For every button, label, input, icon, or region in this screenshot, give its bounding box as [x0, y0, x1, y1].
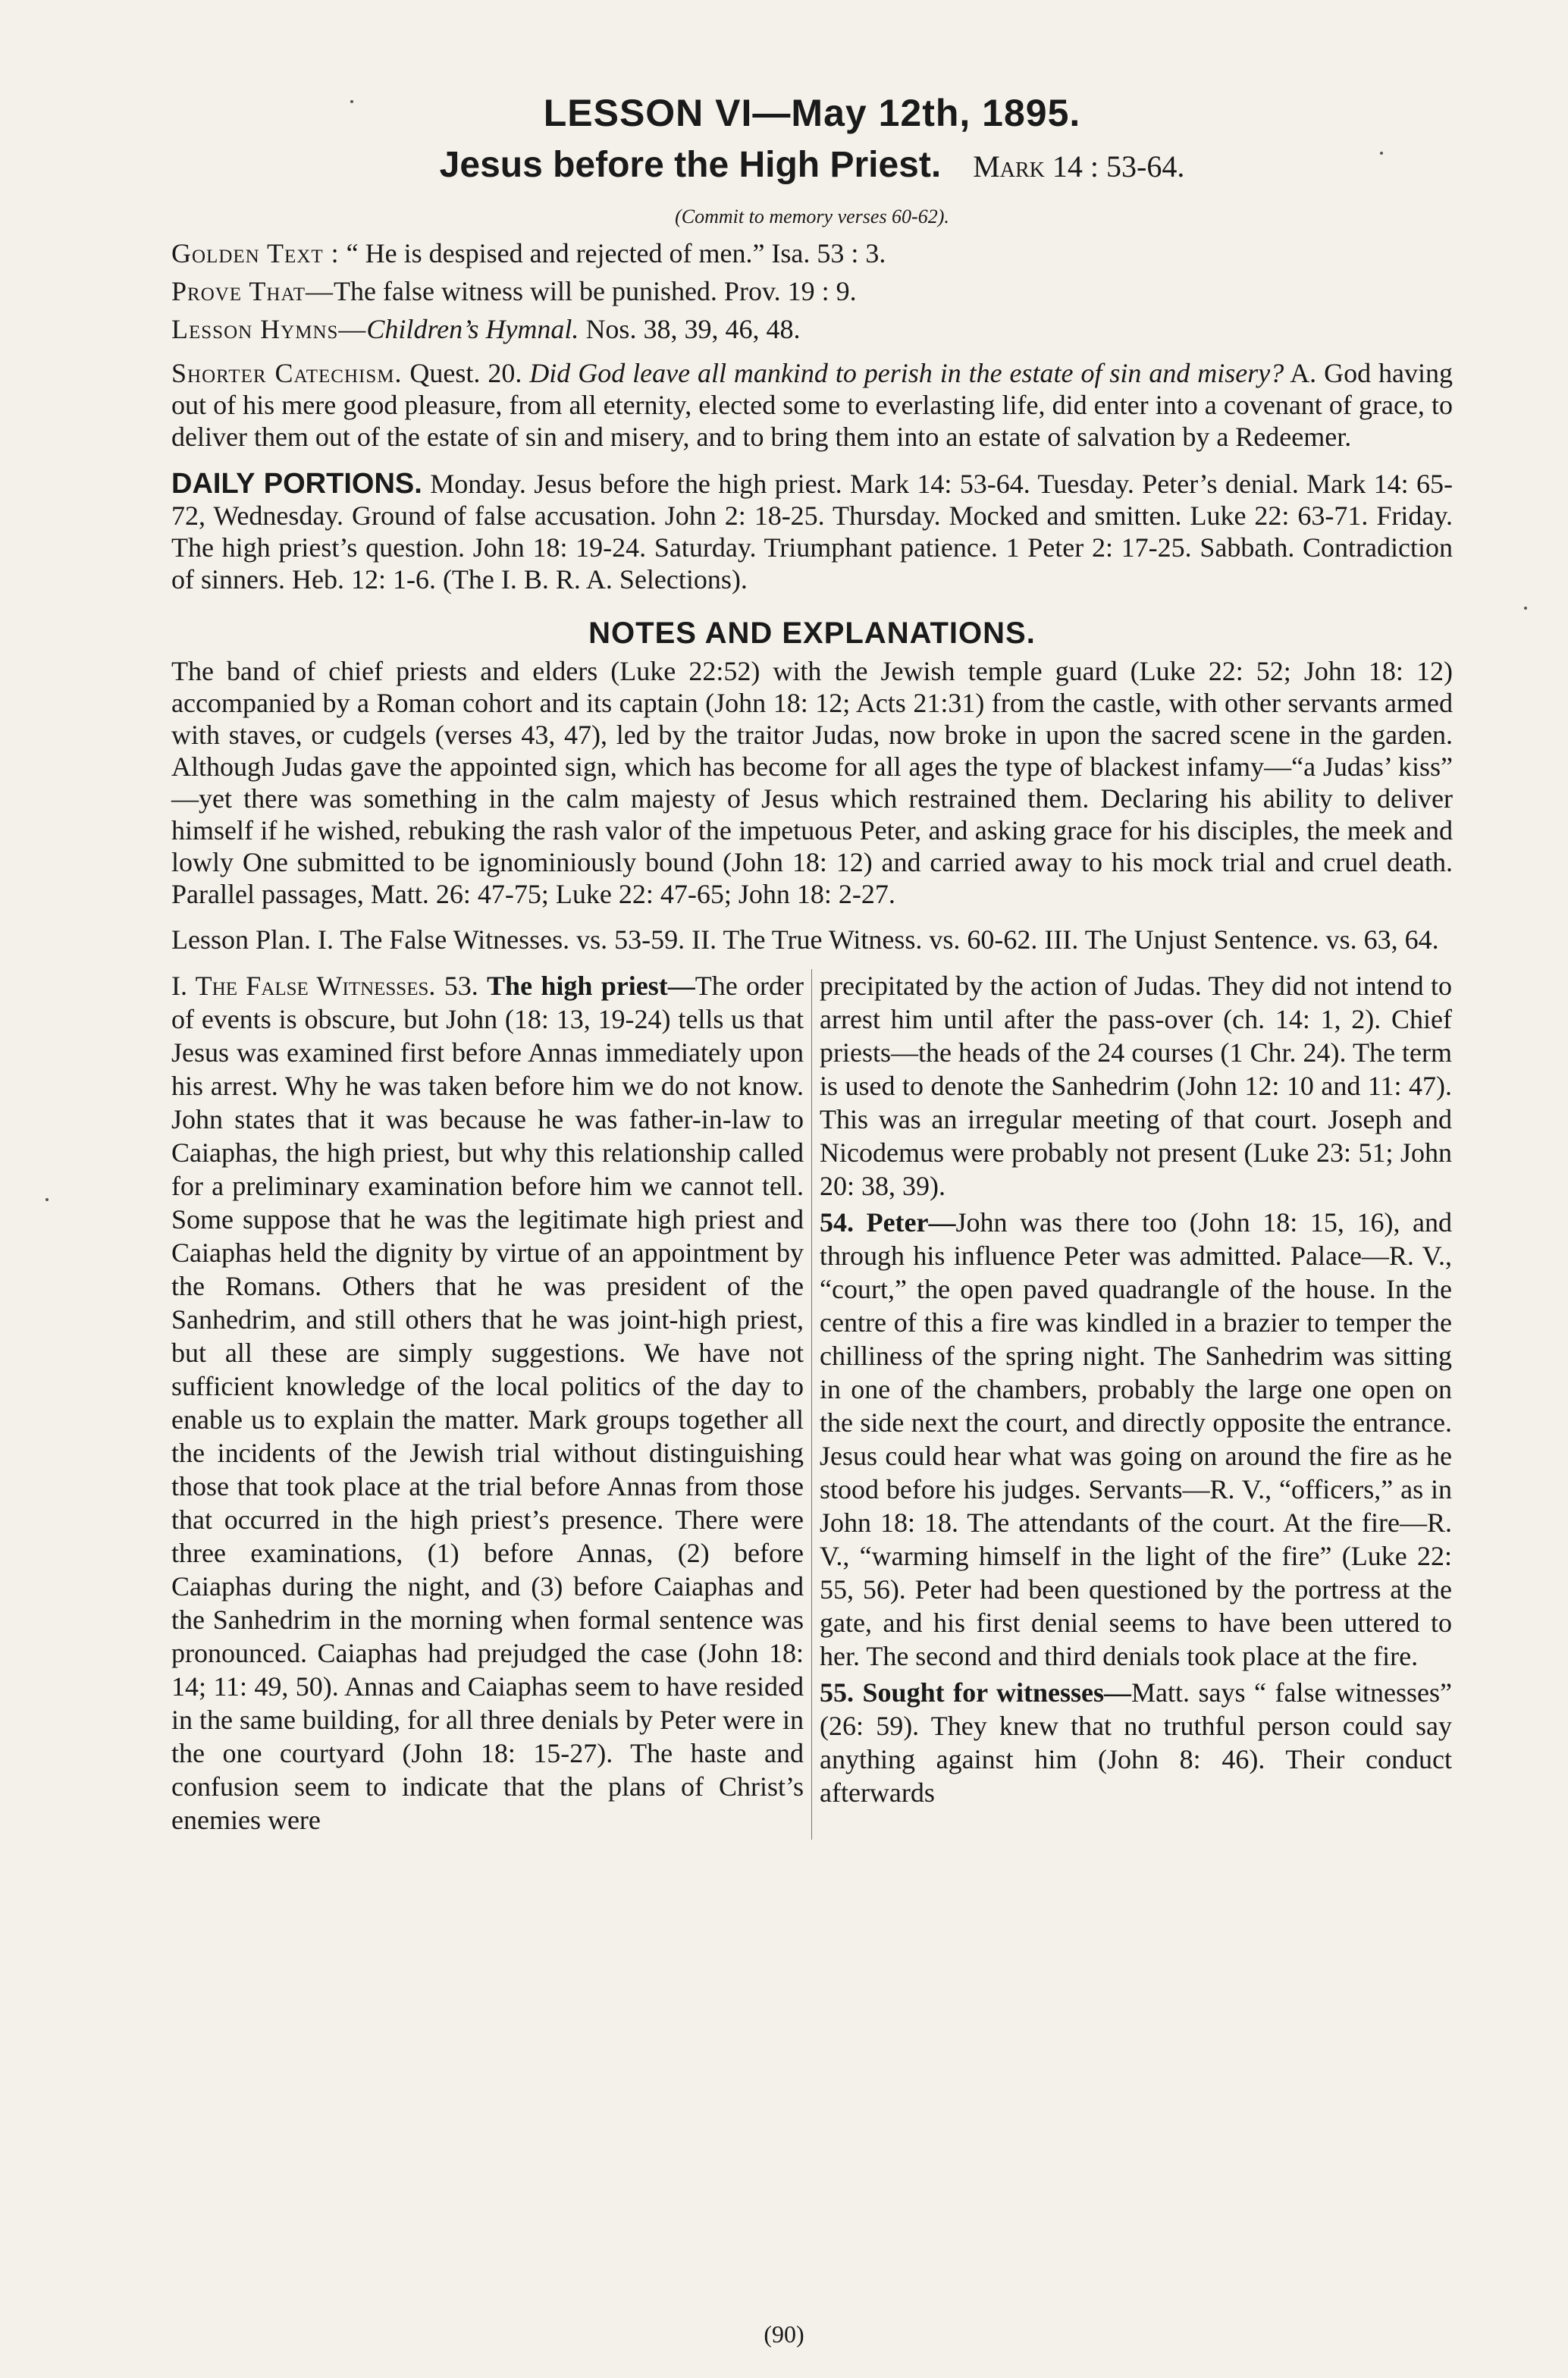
note-53 — [171, 969, 804, 1837]
catechism-answer: A. God having out of his mere good pleasure, from all eternity, elected some to everlasting life, did enter into a covenant of grace, to deliver them out of the estate of sin and misery, and to bring them into an estate of salvation by a Redeemer. — [171, 358, 1454, 452]
note-53-term: The high priest— — [487, 971, 695, 1001]
print-speck — [1380, 152, 1383, 155]
left-column — [171, 969, 811, 1840]
catechism-label: Shorter Catechism. — [171, 358, 403, 388]
prove-that-body: The false witness will be punished. Prov. 19 : 9. — [334, 276, 857, 306]
shorter-catechism — [171, 357, 1453, 453]
golden-text — [171, 234, 1453, 272]
page — [171, 91, 1453, 1840]
lesson-hymns-label: Lesson Hymns— — [171, 314, 367, 344]
note-55 — [820, 1676, 1452, 1809]
catechism-question: Did God leave all mankind to perish in the estate of sin and misery? — [529, 358, 1284, 388]
note-54 — [820, 1206, 1452, 1673]
golden-text-label: Golden Text : — [171, 238, 340, 268]
print-speck — [1524, 607, 1527, 610]
print-speck — [350, 100, 353, 103]
note-53-lead: I. The False Witnesses. 53. — [171, 971, 478, 1001]
prove-that — [171, 272, 1453, 310]
note-55-lead: 55. Sought for witnesses— — [820, 1677, 1131, 1708]
lesson-hymns — [171, 310, 1453, 348]
daily-portions-text: Monday. Jesus before the high priest. Mark 14: 53-64. Tuesday. Peter’s denial. Mark 14: 65-72, Wednesday. Ground of false accusation. John 2: 18-25. Thursday. Mocked and smitten. Luke 22: 63-71. Friday. The high priest’s question. John 18: 19-24. Saturday. Triumphant patience. 1 Peter 2: 17-25. Sabbath. Contradiction of sinners. Heb. 12: 1-6. (The I. B. R. A. Selections). — [171, 469, 1454, 594]
prove-that-label: Prove That— — [171, 276, 334, 306]
note-54-lead: 54. Peter— — [820, 1207, 956, 1238]
commit-note: (Commit to memory verses 60-62). — [675, 205, 949, 227]
lesson-plan: Lesson Plan. I. The False Witnesses. vs. 53-59. II. The True Witness. vs. 60-62. III. The Unjust Sentence. vs. 63, 64. — [171, 924, 1439, 955]
lesson-hymns-numbers: Nos. 38, 39, 46, 48. — [585, 314, 801, 344]
right-column — [811, 969, 1452, 1840]
subtitle-reference: Mark 14 : 53-64. — [973, 149, 1185, 184]
lesson-title: LESSON VI—May 12th, 1895. — [543, 92, 1081, 134]
lesson-hymns-source: Children’s Hymnal. — [366, 314, 579, 344]
page-number: (90) — [764, 2320, 804, 2348]
catechism-quest: Quest. 20. — [409, 358, 522, 388]
print-speck — [45, 1198, 49, 1201]
note-53-continued: precipitated by the action of Judas. They did not intend to arrest him until after the pass-over (ch. 14: 1, 2). Chief priests—the heads of the 24 courses (1 Chr. 24). The term is used to denote the Sanhedrim (John 12: 10 and 11: 47). This was an irregular meeting of that court. Joseph and Nicodemus were probably not present (Luke 23: 51; John 20: 38, 39). — [820, 971, 1452, 1201]
daily-portions — [171, 468, 1453, 595]
subtitle-main: Jesus before the High Priest. — [439, 145, 942, 185]
notes-heading: NOTES AND EXPLANATIONS. — [588, 616, 1036, 650]
daily-portions-heading: DAILY PORTIONS. — [171, 468, 422, 500]
note-54-body: John was there too (John 18: 15, 16), and through his influence Peter was admitted. Palace—R. V., “court,” the open paved quadrangle of the house. In the centre of this a fire was kindled in a brazier to temper the chilliness of the spring night. The Sanhedrim was sitting in one of the chambers, probably the large one open on the side next the court, and directly opposite the entrance. Jesus could hear what was going on around the fire as he stood before his judges. Servants—R. V., “officers,” as in John 18: 18. The attendants of the court. At the fire—R. V., “warming himself in the light of the fire” (Luke 22: 55, 56). Peter had been questioned by the portress at the gate, and his first denial seems to have been uttered to her. The second and third denials took place at the fire. — [820, 1207, 1452, 1671]
note-55-body: Matt. says “ false witnesses” (26: 59). They knew that no truthful person could say anything against him (John 8: 46). Their conduct afterwards — [820, 1677, 1452, 1808]
lesson-subtitle — [171, 144, 1453, 186]
notes-intro: The band of chief priests and elders (Luke 22:52) with the Jewish temple guard (Luke 22: 52; John 18: 12) accompanied by a Roman cohort and its captain (John 18: 12; Acts 21:31) from the castle, with other servants armed with staves, or cudgels (verses 43, 47), led by the traitor Judas, now broke in upon the sacred scene in the garden. Although Judas gave the appointed sign, which has become for all ages the type of blackest infamy—“a Judas’ kiss” —yet there was something in the calm majesty of Jesus which restrained them. Declaring his ability to deliver himself if he wished, rebuking the rash valor of the impetuous Peter, and asking grace for his disciples, the meek and lowly One submitted to be ignominiously bound (John 18: 12) and carried away to his mock trial and cruel death. Parallel passages, Matt. 26: 47-75; Luke 22: 47-65; John 18: 2-27. — [171, 656, 1453, 909]
note-53-body: The order of events is obscure, but John (18: 13, 19-24) tells us that Jesus was examined first before Annas immediately upon his arrest. Why he was taken before him we do not know. John states that it was because he was father-in-law to Caiaphas, the high priest, but why this relationship called for a preliminary examination before him we cannot tell. Some suppose that he was the legitimate high priest and Caiaphas held the dignity by virtue of an appointment by the Romans. Others that he was president of the Sanhedrim, and still others that he was joint-high priest, but all these are simply suggestions. We have not sufficient knowledge of the local politics of the day to enable us to explain the matter. Mark groups together all the incidents of the Jewish trial without distinguishing those that took place at the trial before Annas from those that occurred in the high priest’s presence. There were three examinations, (1) before Annas, (2) before Caiaphas during the night, and (3) before Caiaphas and the Sanhedrim in the morning when formal sentence was pronounced. Caiaphas had prejudged the case (John 18: 14; 11: 49, 50). Annas and Caiaphas seem to have resided in the same building, for all three denials by Peter were in the one courtyard (John 18: 15-27). The haste and confusion seem to indicate that the plans of Christ’s enemies were — [171, 971, 804, 1835]
two-column-notes — [171, 969, 1453, 1840]
golden-text-body: “ He is despised and rejected of men.” Isa. 53 : 3. — [346, 238, 886, 268]
